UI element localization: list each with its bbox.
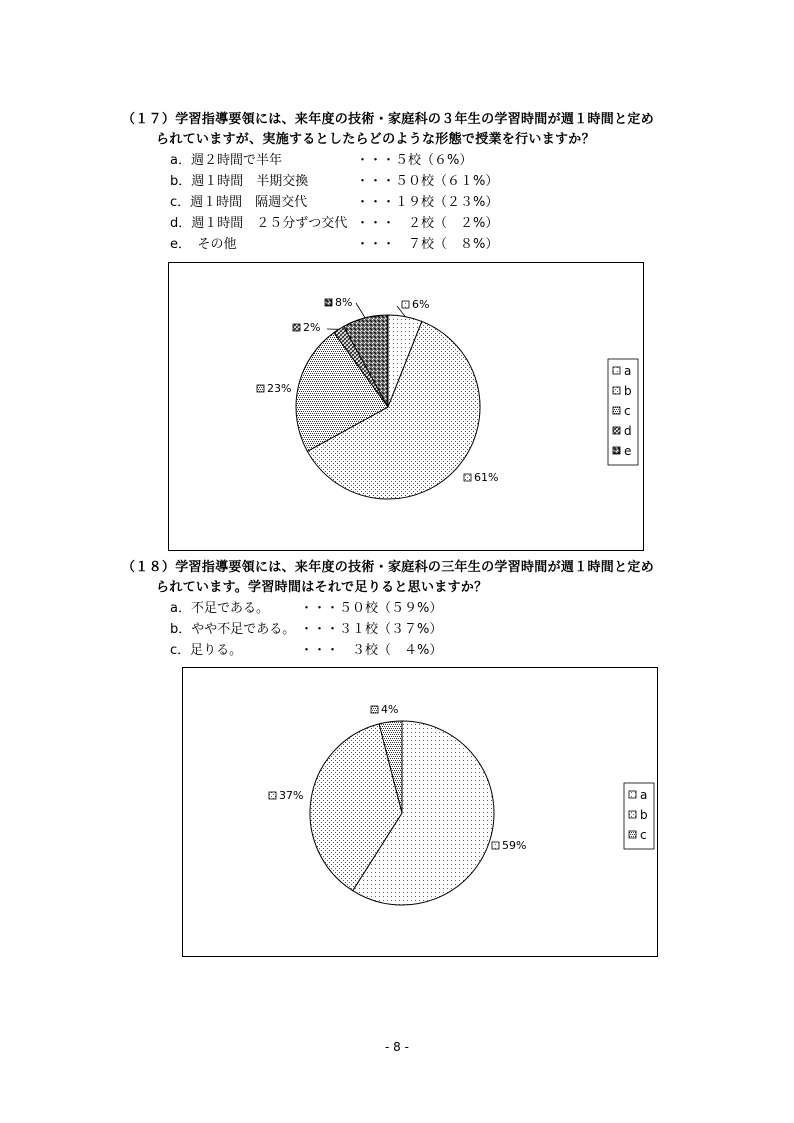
- option-result: ・・・５校（６%）: [356, 153, 473, 168]
- legend: [624, 783, 654, 849]
- svg-text:59%: 59%: [502, 839, 527, 852]
- q17-option-4: [170, 234, 499, 255]
- page-number: - 8 -: [385, 1040, 409, 1054]
- data-label-b: [269, 789, 303, 802]
- q17-option-2: [170, 192, 499, 213]
- q17-option-3: [170, 213, 499, 234]
- question-18-title-line2: られています。学習時間はそれで足りると思いますか？: [156, 580, 488, 595]
- svg-text:b: b: [624, 384, 632, 398]
- question-18-title-line1: （１８）学習指導要領には、来年度の技術・家庭科の三年生の学習時間が週１時間と定め: [122, 560, 655, 575]
- option-label: e． その他: [170, 237, 237, 252]
- svg-text:4%: 4%: [381, 703, 399, 716]
- legend: [608, 359, 638, 465]
- svg-text:a: a: [640, 788, 648, 802]
- pie-chart-q17-svg: [169, 263, 643, 550]
- option-result: ・・・ ３校（ ４%）: [300, 643, 443, 658]
- question-18-title: [122, 558, 654, 598]
- option-label: c．足りる。: [170, 643, 243, 658]
- data-label-c: [371, 703, 398, 716]
- q18-option-1: [170, 619, 443, 640]
- svg-text:2%: 2%: [303, 321, 321, 334]
- svg-text:d: d: [624, 424, 632, 438]
- pie-chart-q18-svg: [183, 668, 657, 956]
- svg-text:b: b: [640, 808, 648, 822]
- svg-text:a: a: [624, 364, 632, 378]
- option-result: ・・・３１校（３７%）: [300, 622, 443, 637]
- question-17-title-line2: られていますが、実施するとしたらどのような形態で授業を行いますか？: [156, 132, 595, 147]
- svg-text:61%: 61%: [474, 471, 499, 484]
- option-label: c．週１時間 隔週交代: [170, 195, 308, 210]
- data-label-a: [397, 298, 429, 317]
- q17-option-1: [170, 171, 499, 192]
- data-label-c: [257, 382, 291, 395]
- svg-text:8%: 8%: [335, 296, 353, 309]
- option-label: a．不足である。: [170, 601, 269, 616]
- data-label-d: [293, 321, 339, 334]
- data-label-e: [325, 296, 365, 318]
- option-label: d．週１時間 ２５分ずつ交代: [170, 216, 348, 231]
- q18-option-0: [170, 598, 443, 619]
- option-result: ・・・ ７校（ ８%）: [356, 237, 499, 252]
- option-result: ・・・５０校（６１%）: [356, 174, 499, 189]
- data-label-a: [492, 839, 526, 852]
- svg-text:c: c: [640, 828, 647, 842]
- svg-text:37%: 37%: [279, 789, 304, 802]
- option-result: ・・・１９校（２３%）: [356, 195, 499, 210]
- question-17-title-line1: （１７）学習指導要領には、来年度の技術・家庭科の３年生の学習時間が週１時間と定め: [122, 112, 655, 127]
- svg-text:c: c: [624, 404, 631, 418]
- svg-text:e: e: [624, 444, 632, 458]
- svg-text:23%: 23%: [267, 382, 292, 395]
- option-result: ・・・５０校（５９%）: [300, 601, 443, 616]
- option-result: ・・・ ２校（ ２%）: [356, 216, 499, 231]
- option-label: b．週１時間 半期交換: [170, 174, 309, 189]
- q18-option-2: [170, 640, 443, 661]
- question-17-title: [122, 110, 654, 150]
- q17-option-0: [170, 150, 473, 171]
- pie-chart-q17: [168, 262, 644, 551]
- option-label: a．週２時間で半年: [170, 153, 282, 168]
- svg-text:6%: 6%: [412, 298, 430, 311]
- option-label: b．やや不足である。: [170, 622, 296, 637]
- pie-chart-q18: [182, 667, 658, 957]
- data-label-b: [464, 471, 498, 484]
